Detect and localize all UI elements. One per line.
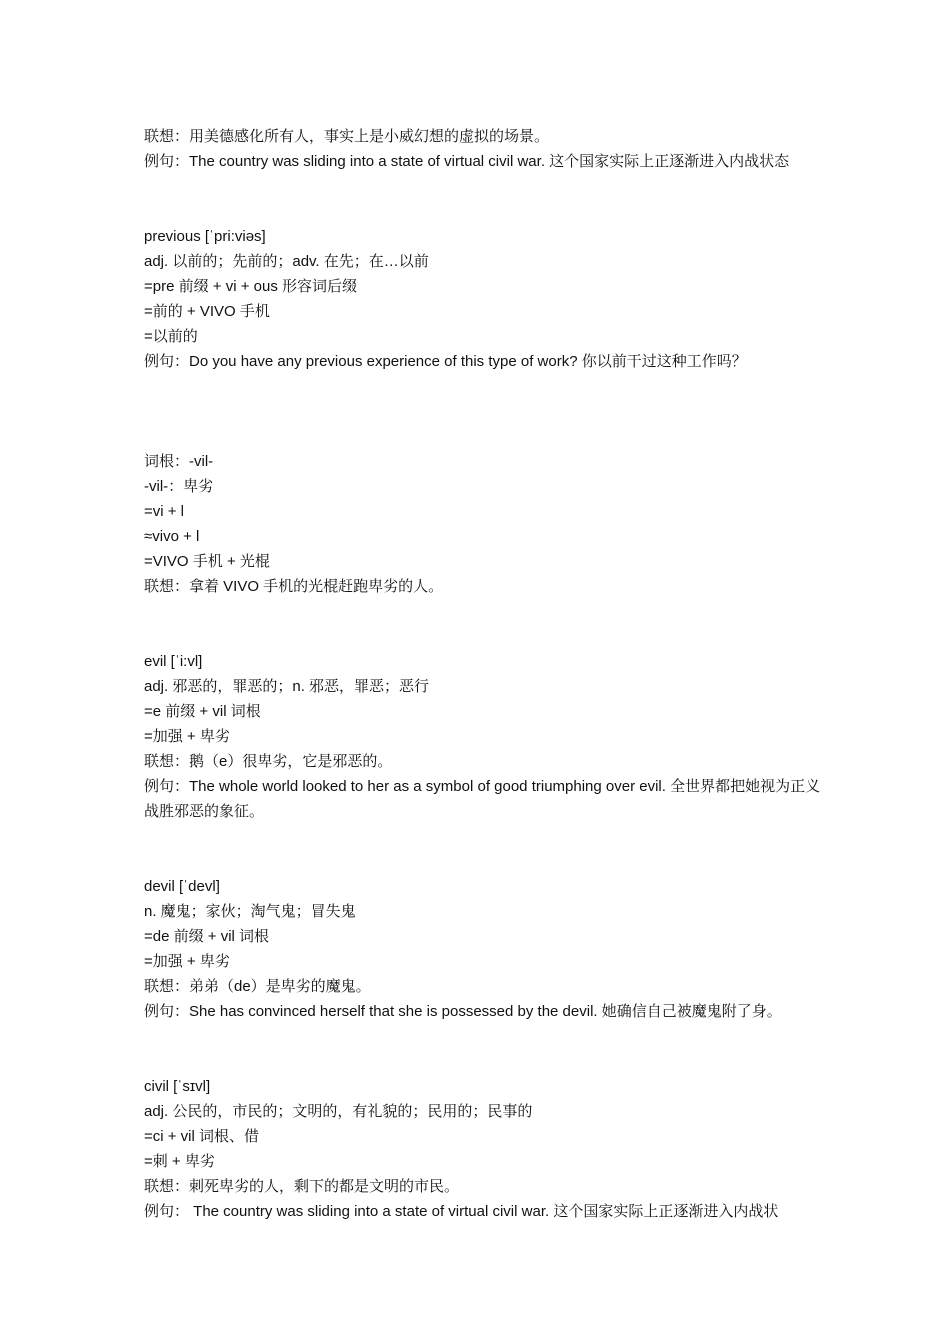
spacer (144, 824, 824, 874)
spacer (144, 174, 824, 224)
previous-pos: adj. 以前的；先前的；adv. 在先；在…以前 (144, 253, 429, 270)
spacer (144, 599, 824, 649)
evil-association: 联想：鹅（e）很卑劣，它是邪恶的。 (144, 753, 393, 770)
civil-pos: adj. 公民的，市民的；文明的，有礼貌的；民用的；民事的 (144, 1103, 533, 1120)
civil-headword: civil [ˈsɪvl] (144, 1078, 211, 1095)
intro-example: 例句：The country was sliding into a state of virtual civil war. 这个国家实际上正逐渐进入内战状态 (144, 153, 790, 170)
root-split-1: =vi + l (144, 503, 185, 520)
devil-pos: n. 魔鬼；家伙；淘气鬼；冒失鬼 (144, 903, 356, 920)
evil-pos: adj. 邪恶的，罪恶的；n. 邪恶，罪恶；恶行 (144, 678, 430, 695)
root-association: 联想：拿着 VIVO 手机的光棍赶跑卑劣的人。 (144, 578, 444, 595)
previous-parts: =pre 前缀 + vi + ous 形容词后缀 (144, 278, 357, 295)
spacer (144, 1024, 824, 1074)
document-page (144, 124, 824, 1224)
root-meaning: -vil-：卑劣 (144, 478, 214, 495)
evil-example: 例句：The whole world looked to her as a symbol of good triumphing over evil. 全世界都把她视为正义战胜邪恶的象征。 (144, 778, 821, 820)
civil-example: 例句： The country was sliding into a state of virtual civil war. 这个国家实际上正逐渐进入内战状 (144, 1203, 779, 1220)
previous-meaning: =以前的 (144, 328, 198, 345)
devil-example: 例句：She has convinced herself that she is possessed by the devil. 她确信自己被魔鬼附了身。 (144, 1003, 782, 1020)
devil-meaning: =加强 + 卑劣 (144, 953, 230, 970)
previous-example: 例句：Do you have any previous experience of this type of work? 你以前干过这种工作吗？ (144, 353, 747, 370)
root-title: 词根：-vil- (144, 453, 214, 470)
devil-parts: =de 前缀 + vil 词根 (144, 928, 270, 945)
previous-headword: previous [ˈpri:viəs] (144, 228, 266, 245)
root-split-3: =VIVO 手机 + 光棍 (144, 553, 270, 570)
evil-headword: evil [ˈi:vl] (144, 653, 203, 670)
evil-meaning: =加强 + 卑劣 (144, 728, 230, 745)
root-split-2: ≈vivo + l (144, 528, 200, 545)
devil-association: 联想：弟弟（de）是卑劣的魔鬼。 (144, 978, 371, 995)
spacer (144, 374, 824, 449)
evil-parts: =e 前缀 + vil 词根 (144, 703, 261, 720)
intro-association: 联想：用美德感化所有人，事实上是小威幻想的虚拟的场景。 (144, 128, 550, 145)
civil-association: 联想：刺死卑劣的人，剩下的都是文明的市民。 (144, 1178, 460, 1195)
civil-parts: =ci + vil 词根、借 (144, 1128, 260, 1145)
previous-parts-meaning: =前的 + VIVO 手机 (144, 303, 270, 320)
devil-headword: devil [ˈdevl] (144, 878, 220, 895)
civil-meaning: =刺 + 卑劣 (144, 1153, 215, 1170)
